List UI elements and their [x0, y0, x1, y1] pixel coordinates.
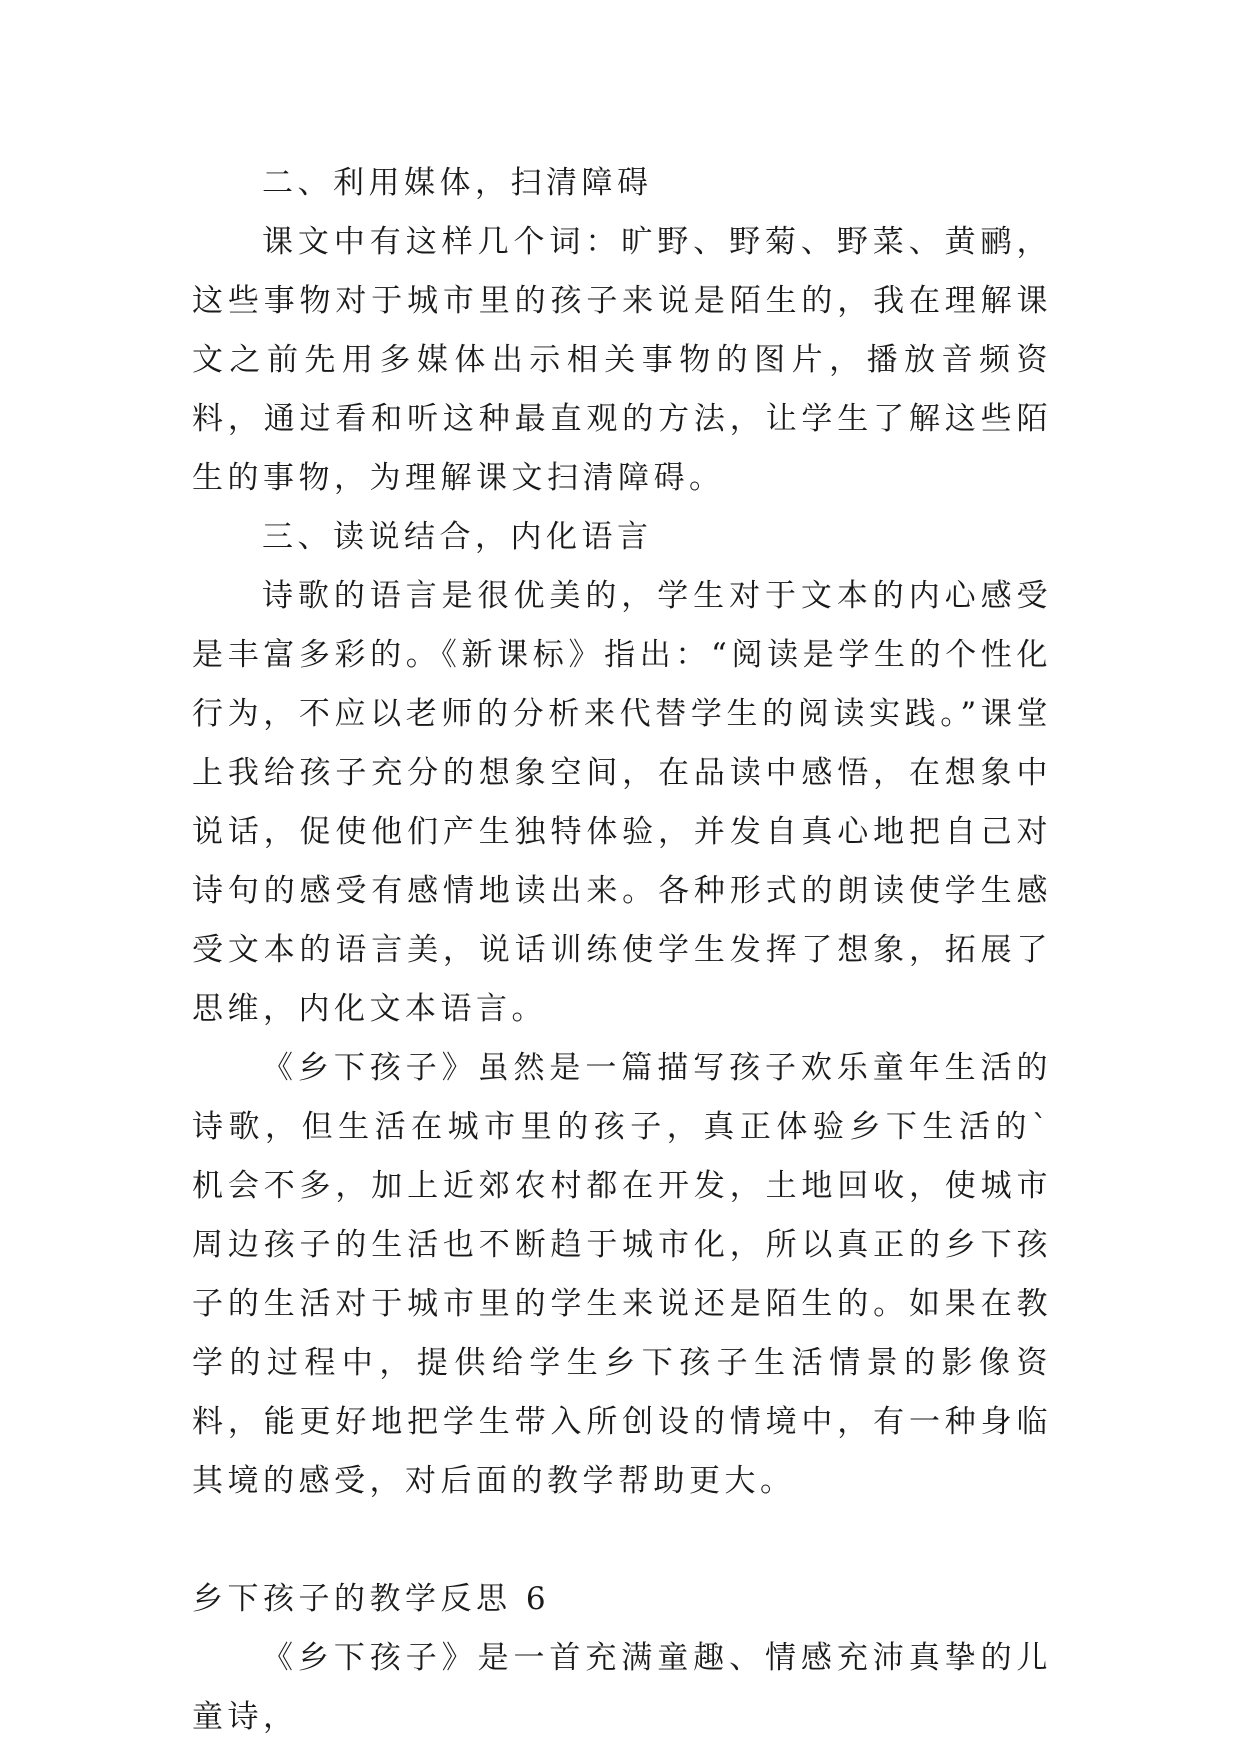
- section-title-reflection-6: 乡下孩子的教学反思 6: [192, 1581, 551, 1617]
- section-heading-reading: 三、读说结合，内化语言: [262, 519, 653, 555]
- section-heading-media: 二、利用媒体，扫清障碍: [262, 165, 653, 201]
- document-body: [192, 154, 1052, 1747]
- paragraph-rural-children: 《乡下孩子》虽然是一篇描写孩子欢乐童年生活的诗歌，但生活在城市里的孩子，真正体验乡下生活的`机会不多，加上近郊农村都在开发，土地回收，使城市周边孩子的生活也不断趋于城市化，所以真正的乡下孩子的生活对于城市里的学生来说还是陌生的。如果在教学的过程中，提供给学生乡下孩子生活情景的影像资料，能更好地把学生带入所创设的情境中，有一种身临其境的感受，对后面的教学帮助更大。: [192, 1050, 1052, 1499]
- paragraph-media: 课文中有这样几个词：旷野、野菊、野菜、黄鹂，这些事物对于城市里的孩子来说是陌生的，我在理解课文之前先用多媒体出示相关事物的图片，播放音频资料，通过看和听这种最直观的方法，让学生了解这些陌生的事物，为理解课文扫清障碍。: [192, 224, 1052, 496]
- paragraph-reading: 诗歌的语言是很优美的，学生对于文本的内心感受是丰富多彩的。《新课标》指出：“阅读是学生的个性化行为，不应以老师的分析来代替学生的阅读实践。”课堂上我给孩子充分的想象空间，在品读中感悟，在想象中说话，促使他们产生独特体验，并发自真心地把自己对诗句的感受有感情地读出来。各种形式的朗读使学生感受文本的语言美，说话训练使学生发挥了想象，拓展了思维，内化文本语言。: [192, 578, 1052, 1027]
- paragraph-poem-intro: 《乡下孩子》是一首充满童趣、情感充沛真挚的儿童诗，: [192, 1640, 1052, 1735]
